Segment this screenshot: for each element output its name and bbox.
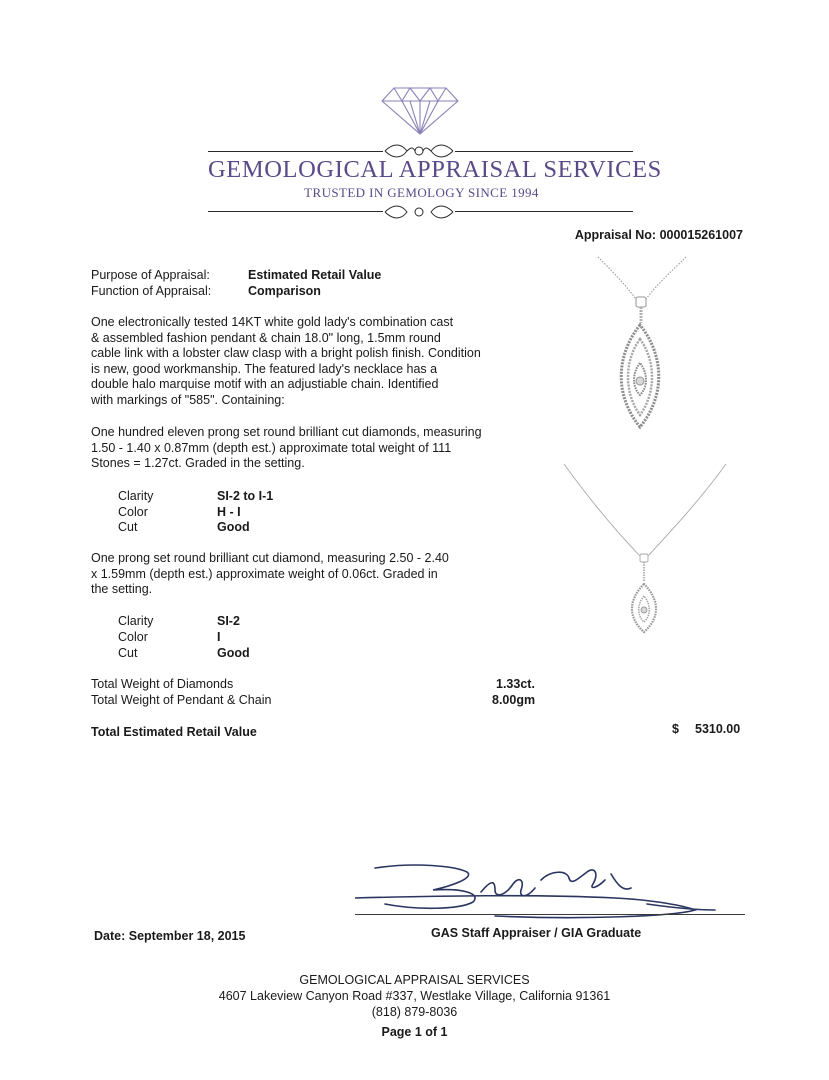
description-line: with markings of "585". Containing: [91, 392, 285, 407]
color-label: Color [118, 630, 148, 644]
description-line: is new, good workmanship. The featured lady's necklace has a [91, 361, 438, 376]
total-diamonds-value: 1.33ct. [496, 677, 535, 691]
header-rule-bottom-left [208, 211, 383, 212]
header-rule-top-left [208, 151, 383, 152]
total-diamonds-label: Total Weight of Diamonds [91, 677, 234, 691]
logo [380, 86, 460, 136]
function-label: Function of Appraisal: [91, 284, 212, 298]
description-line: One electronically tested 14KT white gold lady's combination cast [91, 315, 454, 329]
company-name: GEMOLOGICAL APPRAISAL SERVICES [208, 156, 662, 183]
cut-value: Good [217, 646, 250, 660]
stones-line: One hundred eleven prong set round brilliant cut diamonds, measuring [91, 425, 482, 439]
ornament-icon [383, 202, 455, 222]
clarity-value: SI-2 to I-1 [217, 489, 274, 503]
color-value: I [217, 630, 221, 644]
total-retail-label: Total Estimated Retail Value [91, 725, 257, 739]
total-pendant-value: 8.00gm [492, 693, 536, 707]
purpose-value: Estimated Retail Value [248, 268, 382, 282]
stones-line: the setting. [91, 582, 153, 597]
signature-caption: GAS Staff Appraiser / GIA Graduate [431, 926, 642, 940]
clarity-label: Clarity [118, 489, 154, 503]
stones-line: Stones = 1.27ct. Graded in the setting. [91, 456, 305, 471]
diamond-icon [380, 86, 460, 136]
purpose-label: Purpose of Appraisal: [91, 268, 210, 282]
description-line: double halo marquise motif with an adjustiable chain. Identified [91, 377, 439, 392]
footer-phone: (818) 879-8036 [371, 1005, 458, 1019]
total-pendant-label: Total Weight of Pendant & Chain [91, 693, 272, 707]
currency-symbol: $ [672, 722, 679, 736]
function-value: Comparison [248, 284, 321, 298]
appraisal-number: Appraisal No: 000015261007 [574, 228, 743, 242]
stones-description-2 [91, 551, 449, 598]
clarity-value: SI-2 [217, 614, 240, 628]
total-retail-value: 5310.00 [695, 722, 741, 736]
signature-line [355, 914, 745, 915]
cut-value: Good [217, 520, 250, 534]
description-line: cable link with a lobster claw clasp with a bright polish finish. Condition [91, 346, 481, 361]
cut-label: Cut [118, 646, 138, 660]
stones-line: x 1.59mm (depth est.) approximate weight of 0.06ct. Graded in [91, 566, 438, 581]
company-tagline: TRUSTED IN GEMOLOGY SINCE 1994 [304, 185, 539, 200]
footer-address: 4607 Lakeview Canyon Road #337, Westlake Village, California 91361 [218, 989, 611, 1003]
description-line: & assembled fashion pendant & chain 18.0" long, 1.5mm round [91, 330, 441, 345]
color-label: Color [118, 505, 148, 519]
stones-line: 1.50 - 1.40 x 0.87mm (depth est.) approximate total weight of 111 [91, 440, 452, 455]
pendant-closeup-image [590, 255, 690, 435]
cut-label: Cut [118, 520, 138, 534]
page-number: Page 1 of 1 [381, 1025, 448, 1039]
necklace-full-image [560, 460, 730, 635]
header-rule-bottom-right [455, 211, 633, 212]
clarity-label: Clarity [118, 614, 154, 628]
color-value: H - I [217, 505, 241, 519]
stones-description-1 [91, 425, 482, 472]
description-paragraph [91, 315, 481, 409]
stones-line: One prong set round brilliant cut diamond, measuring 2.50 - 2.40 [91, 551, 449, 565]
appraiser-signature [355, 858, 750, 922]
header-rule-top-right [455, 151, 633, 152]
report-date: Date: September 18, 2015 [94, 929, 246, 943]
footer-company: GEMOLOGICAL APPRAISAL SERVICES [299, 973, 530, 987]
